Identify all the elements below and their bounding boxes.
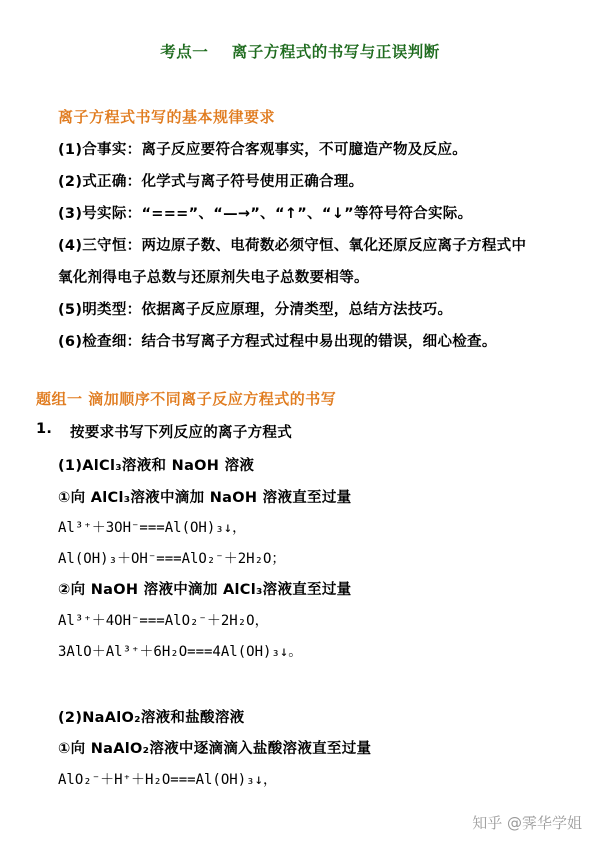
part1-label: (1)AlCl₃溶液和 NaOH 溶液 xyxy=(58,458,255,474)
part2-case1: ①向 NaAlO₂溶液中逐滴滴入盐酸溶液直至过量 xyxy=(58,741,372,757)
part1-equation-2: Al(OH)₃＋OH⁻===AlO₂⁻＋2H₂O； xyxy=(58,551,286,567)
part1-equation-3: Al³⁺＋4OH⁻===AlO₂⁻＋2H₂O， xyxy=(58,613,269,629)
part2-label: (2)NaAlO₂溶液和盐酸溶液 xyxy=(58,710,245,726)
rule-3: (3)号实际：“===”、“—→”、“↑”、“↓”等符号符合实际。 xyxy=(58,206,473,222)
section-heading-group1: 题组一 滴加顺序不同离子反应方程式的书写 xyxy=(36,390,337,408)
part1-equation-1: Al³⁺＋3OH⁻===Al(OH)₃↓， xyxy=(58,520,247,536)
part1-case2: ②向 NaOH 溶液中滴加 AlCl₃溶液直至过量 xyxy=(58,582,352,598)
part1-equation-4: 3AlO＋Al³⁺＋6H₂O===4Al(OH)₃↓。 xyxy=(58,644,303,660)
question-number: 1. xyxy=(36,421,53,437)
rule-2: (2)式正确：化学式与离子符号使用正确合理。 xyxy=(58,174,364,190)
page-title: 考点一 离子方程式的书写与正误判断 xyxy=(160,43,440,61)
question-text: 按要求书写下列反应的离子方程式 xyxy=(70,425,292,441)
rule-6: (6)检查细：结合书写离子方程式过程中易出现的错误，细心检查。 xyxy=(58,334,497,350)
part1-case1: ①向 AlCl₃溶液中滴加 NaOH 溶液直至过量 xyxy=(58,490,352,506)
watermark: 知乎 @霁华学姐 xyxy=(472,814,582,832)
rule-1: (1)合事实：离子反应要符合客观事实，不可臆造产物及反应。 xyxy=(58,142,468,158)
rule-4: (4)三守恒：两边原子数、电荷数必须守恒、氧化还原反应离子方程式中 xyxy=(58,238,527,254)
part2-equation-1: AlO₂⁻＋H⁺＋H₂O===Al(OH)₃↓， xyxy=(58,772,278,788)
rule-4-cont: 氧化剂得电子总数与还原剂失电子总数要相等。 xyxy=(58,270,369,286)
rule-5: (5)明类型：依据离子反应原理，分清类型，总结方法技巧。 xyxy=(58,302,453,318)
section-heading-rules: 离子方程式书写的基本规律要求 xyxy=(58,108,276,126)
